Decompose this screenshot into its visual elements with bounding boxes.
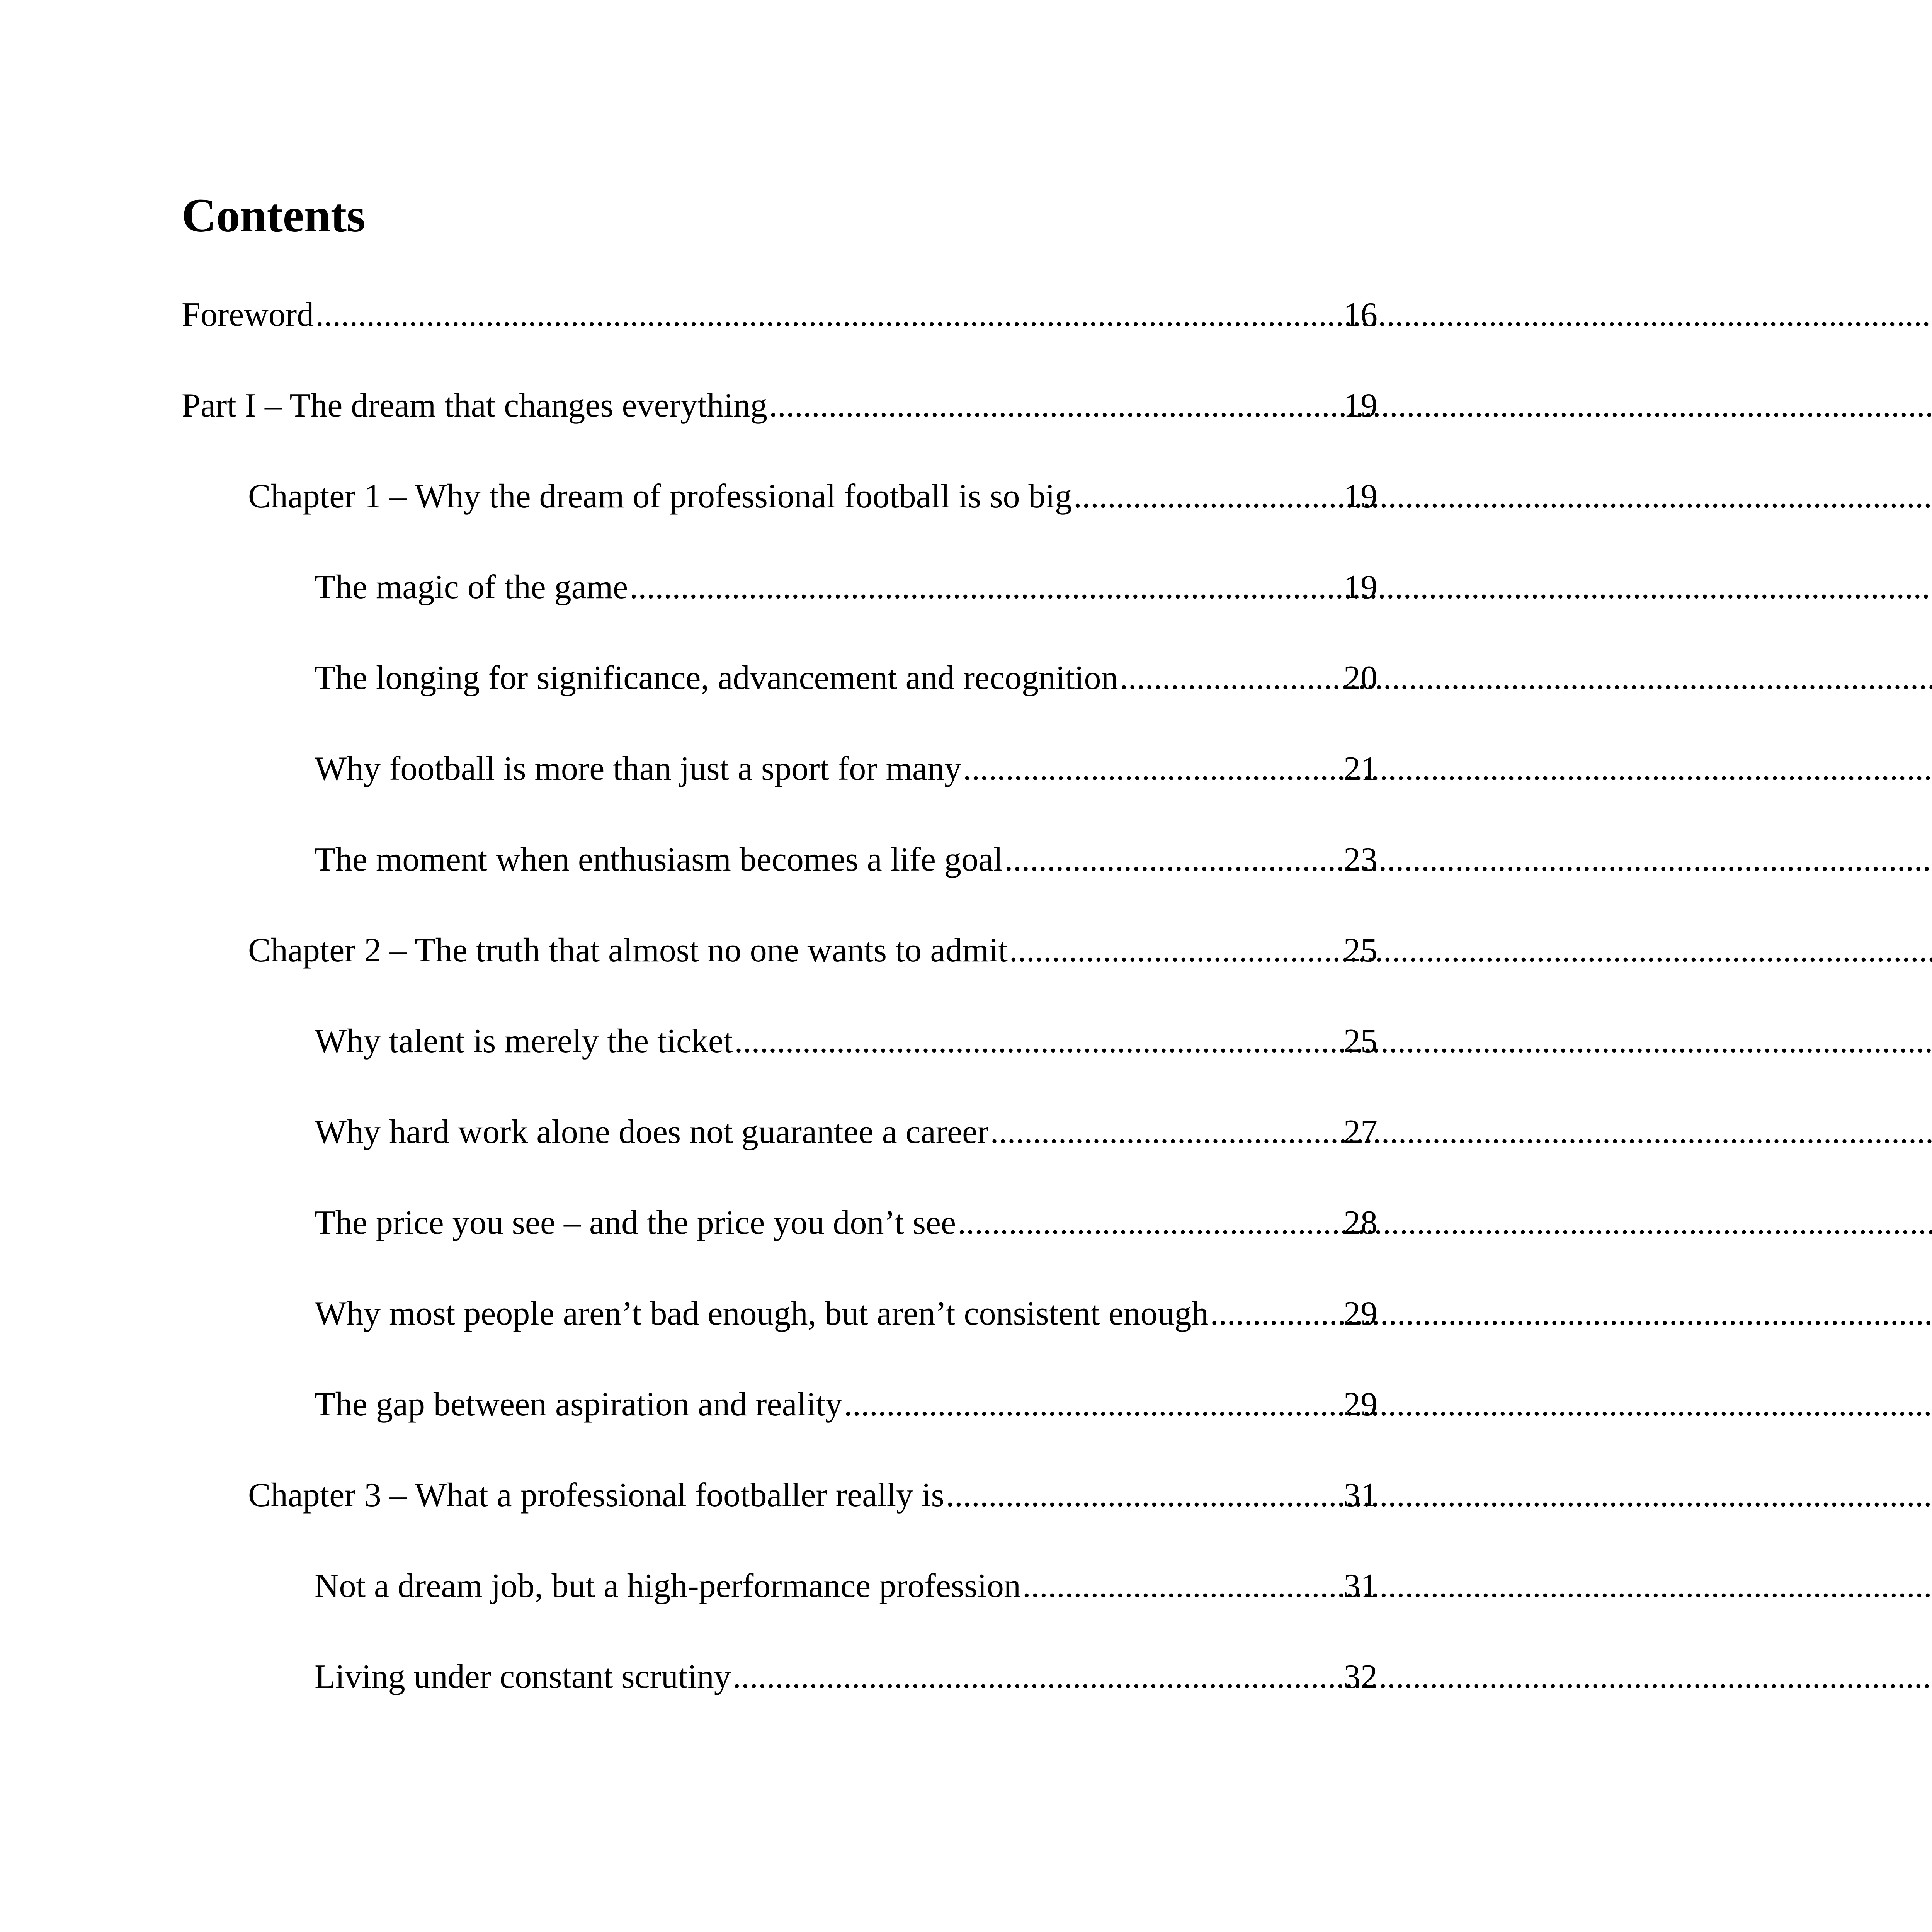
toc-entry-section[interactable]: [182, 1111, 1378, 1202]
dot-leader: [1004, 838, 1342, 881]
toc-entry-page: 20: [1344, 659, 1378, 697]
toc-entry-title: The moment when enthusiasm becomes a life goal: [315, 841, 1003, 878]
toc-entry-page: 31: [1344, 1567, 1378, 1605]
toc-entry-section[interactable]: [182, 838, 1378, 929]
toc-entry-title: Part I – The dream that changes everything: [182, 387, 767, 424]
dot-leader: [733, 1656, 1342, 1698]
toc-entry-chapter-3[interactable]: [182, 1474, 1378, 1565]
toc-entry-page: 29: [1344, 1295, 1378, 1332]
dot-leader: [990, 1111, 1342, 1153]
toc-entry-title: The gap between aspiration and reality: [315, 1386, 842, 1423]
dot-leader: [963, 748, 1342, 790]
toc-entry-title: Chapter 2 – The truth that almost no one wants to admit: [248, 932, 1008, 969]
dot-leader: [946, 1474, 1342, 1517]
dot-leader: [1022, 1565, 1342, 1607]
toc-entry-title: Why most people aren’t bad enough, but aren’t consistent enough: [315, 1295, 1209, 1332]
toc-entry-section[interactable]: [182, 1020, 1378, 1111]
dot-leader: [1009, 929, 1342, 972]
toc-entry-section[interactable]: [182, 1565, 1378, 1656]
dot-leader: [629, 566, 1342, 609]
toc-entry-title: Chapter 3 – What a professional footballer really is: [248, 1476, 944, 1514]
dot-leader: [1210, 1293, 1342, 1335]
page-title: Contents: [182, 189, 366, 242]
toc-entry-title: Not a dream job, but a high-performance profession: [315, 1567, 1021, 1605]
toc-entry-section[interactable]: [182, 1383, 1378, 1474]
toc-entry-page: 16: [1344, 296, 1378, 333]
toc-entry-page: 29: [1344, 1386, 1378, 1423]
toc-entry-part-1[interactable]: [182, 384, 1378, 475]
toc-entry-page: 25: [1344, 932, 1378, 969]
dot-leader: [735, 1020, 1342, 1063]
toc-entry-title: Why talent is merely the ticket: [315, 1022, 733, 1060]
toc-entry-section[interactable]: [182, 657, 1378, 748]
toc-entry-page: 21: [1344, 750, 1378, 787]
toc-entry-page: 19: [1344, 387, 1378, 424]
dot-leader: [315, 294, 1342, 336]
toc-entry-section[interactable]: [182, 1202, 1378, 1293]
toc-entry-title: The price you see – and the price you don’t see: [315, 1204, 956, 1242]
toc-entry-chapter-2[interactable]: [182, 929, 1378, 1020]
dot-leader: [1119, 657, 1342, 699]
dot-leader: [1073, 475, 1342, 518]
dot-leader: [769, 384, 1342, 427]
toc-entry-title: Why football is more than just a sport for many: [315, 750, 962, 787]
toc-list: [182, 294, 1378, 1747]
toc-entry-page: 27: [1344, 1113, 1378, 1151]
dot-leader: [844, 1383, 1342, 1426]
toc-entry-page: 25: [1344, 1022, 1378, 1060]
toc-entry-title: Why hard work alone does not guarantee a career: [315, 1113, 989, 1151]
toc-entry-page: 19: [1344, 478, 1378, 515]
toc-entry-foreword[interactable]: [182, 294, 1378, 384]
toc-entry-page: 19: [1344, 568, 1378, 606]
toc-entry-page: 31: [1344, 1476, 1378, 1514]
toc-entry-title: Foreword: [182, 296, 314, 333]
toc-entry-section[interactable]: [182, 1656, 1378, 1747]
toc-entry-chapter-1[interactable]: [182, 475, 1378, 566]
toc-entry-title: Chapter 1 – Why the dream of professional football is so big: [248, 478, 1072, 515]
toc-entry-section[interactable]: [182, 566, 1378, 657]
toc-entry-title: The magic of the game: [315, 568, 628, 606]
toc-entry-page: 28: [1344, 1204, 1378, 1242]
dot-leader: [957, 1202, 1342, 1244]
toc-entry-page: 32: [1344, 1658, 1378, 1696]
toc-entry-page: 23: [1344, 841, 1378, 878]
toc-entry-title: Living under constant scrutiny: [315, 1658, 731, 1696]
toc-entry-section[interactable]: [182, 1293, 1378, 1383]
toc-entry-title: The longing for significance, advancement and recognition: [315, 659, 1118, 697]
toc-entry-section[interactable]: [182, 748, 1378, 838]
